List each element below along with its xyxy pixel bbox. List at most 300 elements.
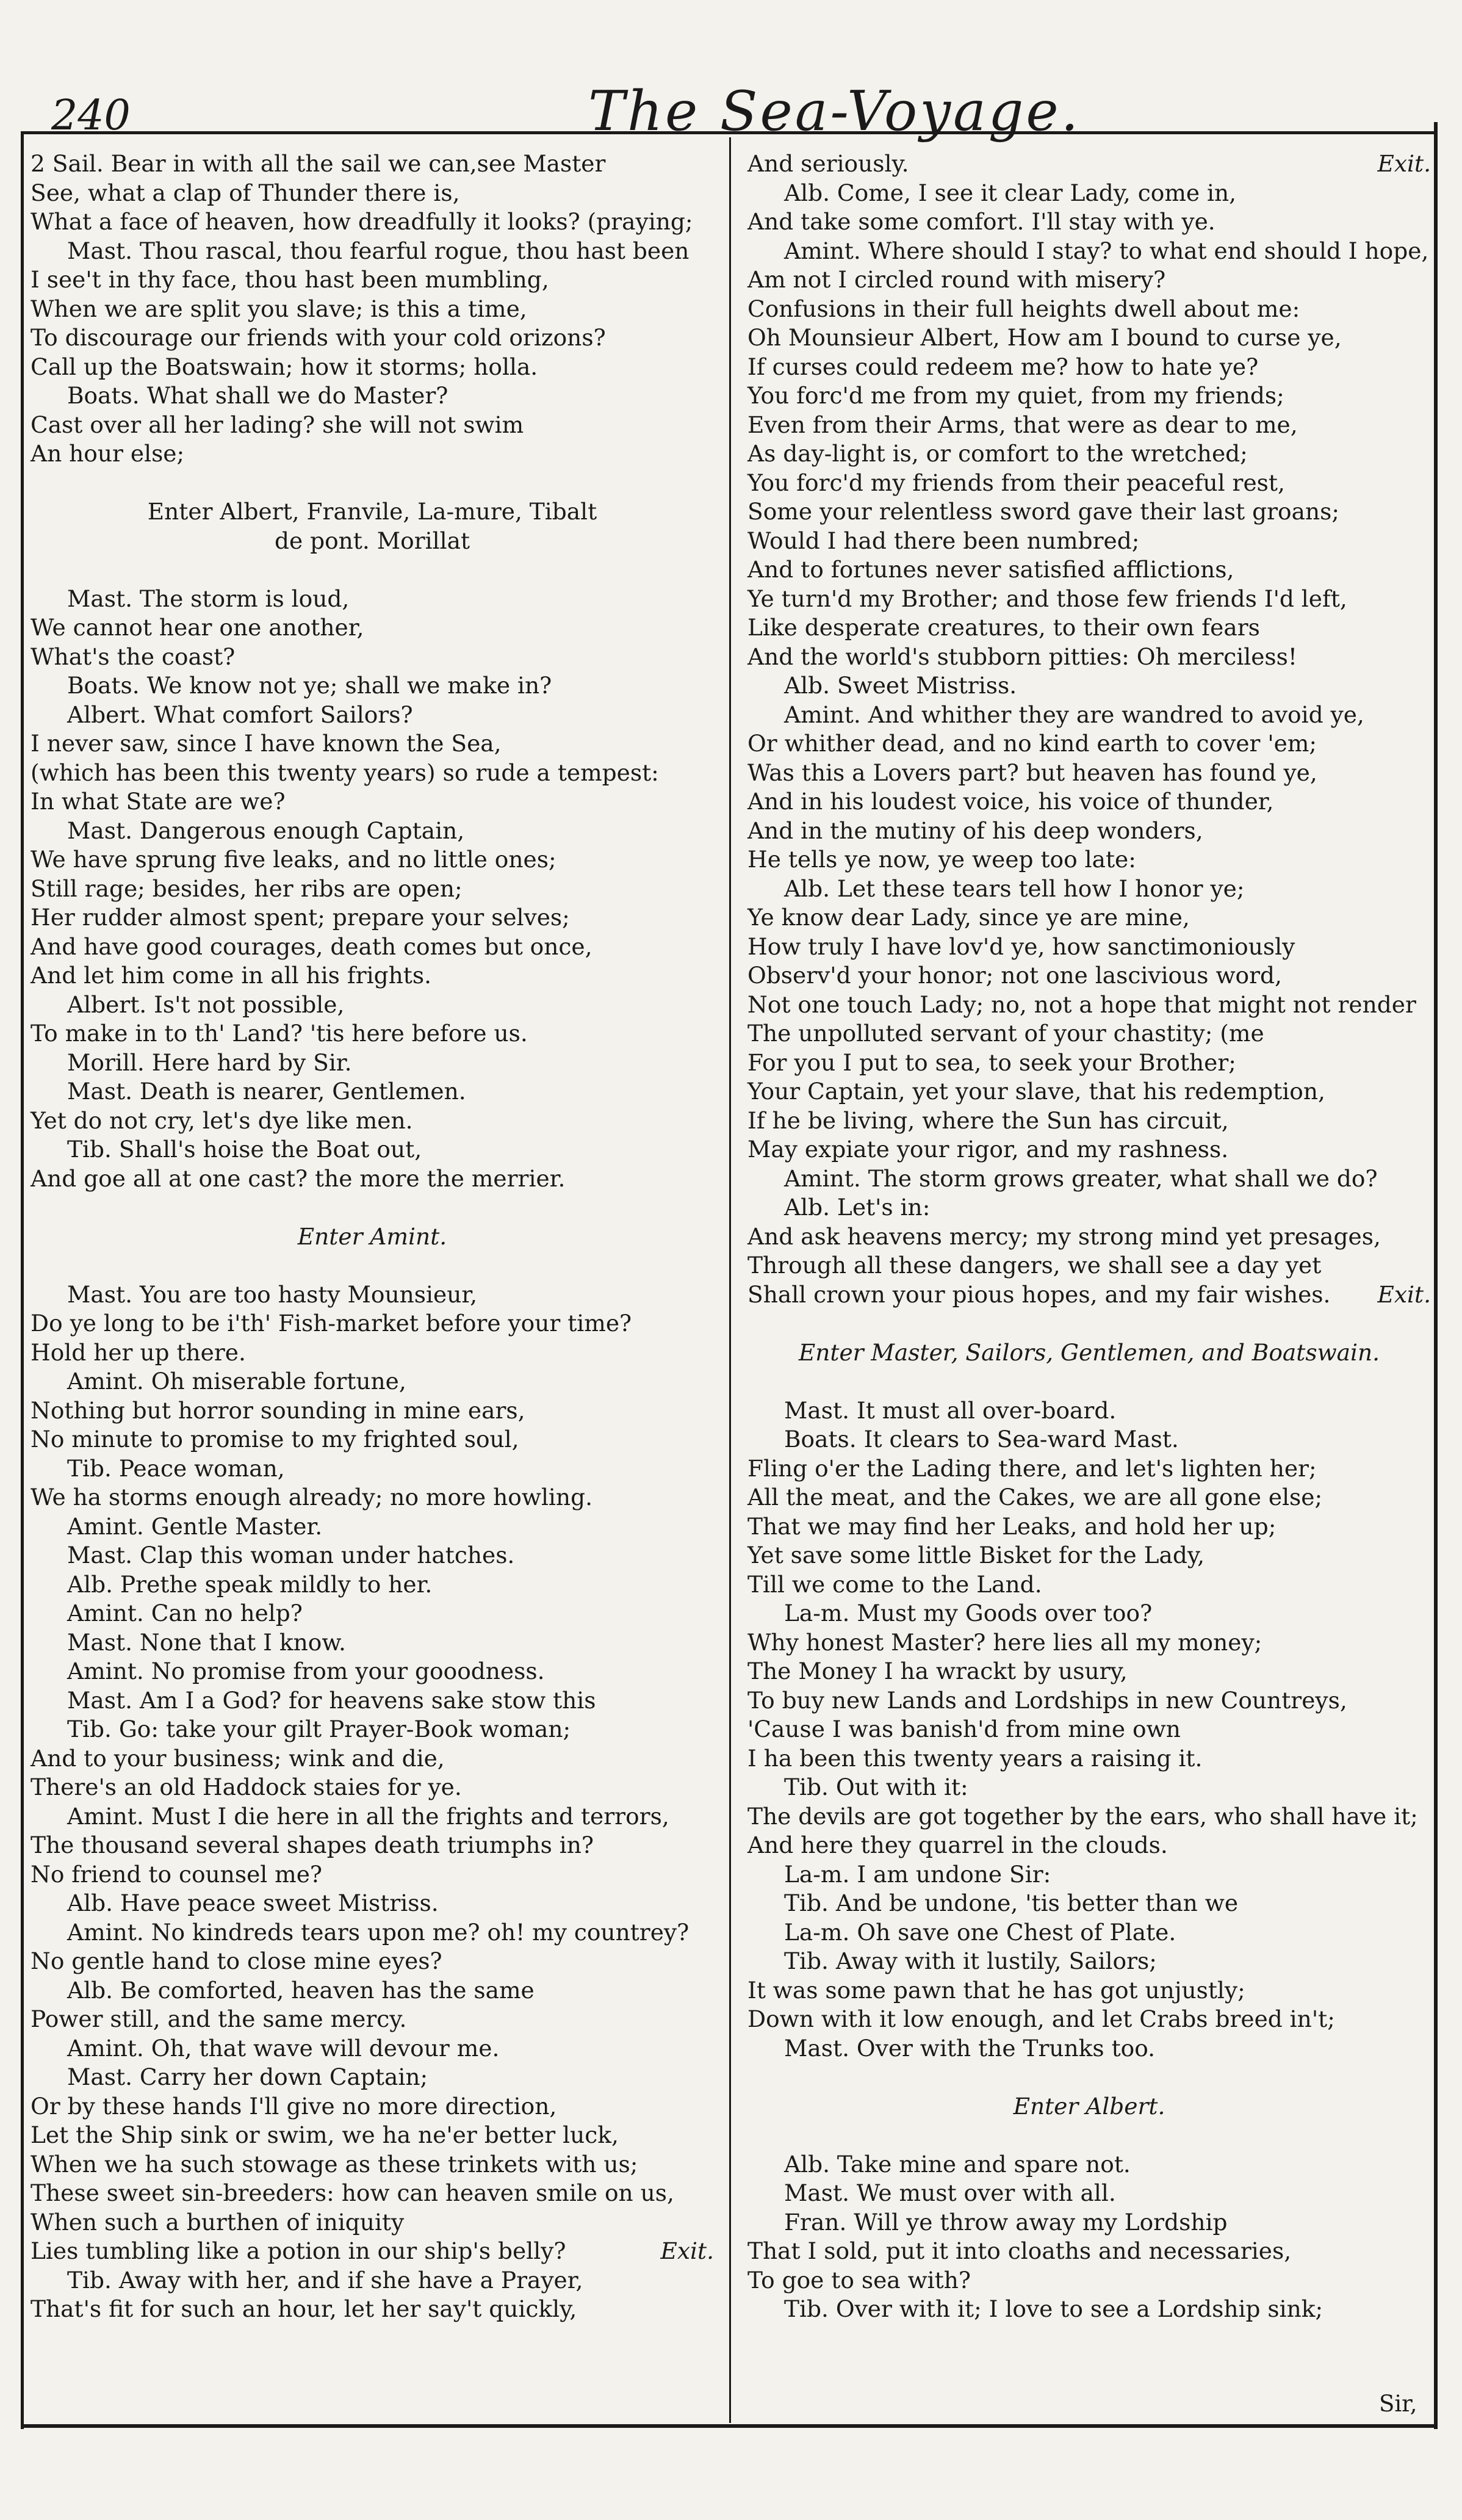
text-line — [31, 817, 714, 846]
line-text: Albert. Is't not possible, — [67, 991, 345, 1018]
text-line — [747, 1715, 1431, 1744]
text-line — [31, 787, 714, 817]
line-text: Some your relentless sword gave their last groans; — [747, 498, 1339, 525]
line-text: The Money I ha wrackt by usury, — [747, 1658, 1128, 1684]
text-line — [747, 208, 1431, 237]
text-line — [747, 2034, 1431, 2063]
line-text: Confusions in their full heights dwell about me: — [747, 295, 1300, 322]
line-text: When we ha such stowage as these trinkets with us; — [31, 2150, 638, 2178]
text-line — [747, 1164, 1431, 1194]
blank-line — [31, 1251, 714, 1280]
line-text: The unpolluted servant of your chastity; (me — [747, 1020, 1264, 1047]
line-text: What's the coast? — [31, 643, 236, 670]
line-text: You forc'd me from my quiet, from my friends; — [747, 382, 1284, 409]
line-text: No minute to promise to my frighted soul, — [31, 1426, 519, 1453]
text-line — [747, 1107, 1431, 1136]
text-line — [31, 1570, 714, 1600]
line-text: He tells ye now, ye weep too late: — [747, 846, 1136, 873]
text-line — [747, 555, 1431, 585]
text-line — [31, 729, 714, 759]
line-text: Amint. And whither they are wandred to avoid ye, — [784, 701, 1364, 728]
exit-direction: Exit. — [660, 2237, 714, 2264]
text-line — [747, 469, 1431, 498]
text-line — [31, 613, 714, 643]
line-text: Let the Ship sink or swim, we ha ne'er better luck, — [31, 2121, 619, 2148]
line-text: Mast. Clap this woman under hatches. — [67, 1542, 515, 1569]
line-text: Would I had there been numbred; — [747, 527, 1140, 554]
text-line — [31, 1019, 714, 1049]
line-text: Boats. What shall we do Master? — [67, 382, 448, 409]
line-text: And in the mutiny of his deep wonders, — [747, 817, 1203, 844]
line-text: That I sold, put it into cloaths and necessaries, — [747, 2237, 1292, 2264]
text-line — [31, 1454, 714, 1484]
text-line — [31, 1773, 714, 1802]
line-text: Shall crown your pious hopes, and my fair wishes. — [747, 1280, 1331, 1308]
text-line — [31, 1889, 714, 1918]
text-line — [31, 527, 714, 556]
line-text: Nothing but horror sounding in mine ears, — [31, 1396, 525, 1424]
line-text: And to fortunes never satisfied afflictions, — [747, 556, 1234, 583]
text-line — [747, 1425, 1431, 1454]
line-text: Tib. Shall's hoise the Boat out, — [67, 1136, 422, 1163]
line-text: And in his loudest voice, his voice of thunder, — [747, 788, 1274, 815]
text-line — [747, 643, 1431, 672]
text-line — [747, 1860, 1431, 1890]
text-line — [31, 1077, 714, 1107]
line-text: To buy new Lands and Lordships in new Countreys, — [747, 1686, 1347, 1714]
catchword: Sir, — [1379, 2391, 1417, 2417]
line-text: And let him come in all his frights. — [31, 962, 432, 989]
text-line — [31, 1657, 714, 1686]
text-line — [31, 1280, 714, 1310]
text-line — [31, 2034, 714, 2063]
line-text: We ha storms enough already; no more howling. — [31, 1484, 593, 1511]
line-text: These sweet sin-breeders: how can heaven smile on us, — [31, 2179, 674, 2206]
text-line — [747, 787, 1431, 817]
text-line — [747, 2208, 1431, 2237]
line-text: And to your business; wink and die, — [31, 1744, 445, 1772]
line-text: Amint. Gentle Master. — [67, 1512, 323, 1540]
line-text: The devils are got together by the ears, who shall have it; — [747, 1802, 1418, 1830]
line-text: And seriously. — [747, 150, 909, 177]
line-text: And goe all at one cast? the more the merrier. — [31, 1164, 566, 1192]
text-line — [31, 1599, 714, 1628]
line-text: That we may find her Leaks, and hold her up; — [747, 1512, 1277, 1540]
line-text: When we are split you slave; is this a time, — [31, 295, 527, 322]
text-line — [747, 2295, 1431, 2324]
text-line — [31, 265, 714, 295]
text-line — [747, 613, 1431, 643]
line-text: There's an old Haddock staies for ye. — [31, 1774, 462, 1800]
line-text: Mast. You are too hasty Mounsieur, — [67, 1280, 478, 1308]
text-line — [747, 237, 1431, 266]
line-text: (which has been this twenty years) so rude a tempest: — [31, 759, 659, 786]
text-line — [31, 381, 714, 411]
line-text: Power still, and the same mercy. — [31, 2006, 407, 2032]
text-line — [747, 323, 1431, 353]
line-text: Amint. Oh, that wave will devour me. — [67, 2034, 500, 2062]
text-line — [31, 179, 714, 208]
text-line — [31, 323, 714, 353]
line-text: In what State are we? — [31, 788, 286, 815]
text-line — [747, 1512, 1431, 1542]
text-line — [31, 2295, 714, 2324]
line-text: All the meat, and the Cakes, we are all gone else; — [747, 1484, 1323, 1511]
text-line — [31, 1744, 714, 1774]
text-line — [747, 961, 1431, 991]
line-text: If he be living, where the Sun has circuit, — [747, 1107, 1229, 1134]
line-text: Boats. We know not ye; shall we make in? — [67, 672, 552, 699]
line-text: To discourage our friends with your cold orizons? — [31, 324, 606, 351]
text-line — [747, 933, 1431, 962]
blank-line — [747, 1309, 1431, 1338]
text-line — [31, 411, 714, 440]
text-line — [747, 1222, 1431, 1252]
line-text: Alb. Have peace sweet Mistriss. — [67, 1890, 439, 1916]
line-text: Down with it low enough, and let Crabs breed in't; — [747, 2006, 1335, 2032]
text-line — [31, 2063, 714, 2092]
line-text: And the world's stubborn pitties: Oh merciless! — [747, 643, 1297, 670]
text-line — [747, 845, 1431, 875]
line-text: Was this a Lovers part? but heaven has found ye, — [747, 759, 1317, 786]
text-line — [31, 585, 714, 614]
line-text: Morill. Here hard by Sir. — [67, 1049, 352, 1076]
bottom-rule — [21, 2424, 1438, 2428]
text-line — [747, 1019, 1431, 1049]
text-line — [31, 208, 714, 237]
text-line — [31, 439, 714, 469]
line-text: And take some comfort. I'll stay with ye. — [747, 208, 1215, 235]
text-line — [31, 2266, 714, 2295]
line-text: Tib. Over with it; I love to see a Lordship sink; — [784, 2295, 1323, 2322]
line-text: Amint. The storm grows greater, what shall we do? — [784, 1164, 1378, 1192]
line-text: Alb. Let these tears tell how I honor ye; — [784, 875, 1245, 902]
text-line — [747, 439, 1431, 469]
text-line — [31, 1512, 714, 1542]
line-text: 2 Sail. Bear in with all the sail we can,see Master — [31, 150, 606, 177]
line-text: Mast. It must all over-board. — [784, 1396, 1117, 1424]
text-line — [747, 1889, 1431, 1918]
text-line — [31, 1107, 714, 1136]
left-text-column — [31, 150, 714, 2324]
line-text: Mast. Thou rascal, thou fearful rogue, thou hast been — [67, 237, 690, 264]
line-text: Mast. Death is nearer, Gentlemen. — [67, 1078, 466, 1105]
line-text: Mast. Over with the Trunks too. — [784, 2034, 1156, 2062]
text-line — [31, 1802, 714, 1832]
line-text: Alb. Sweet Mistriss. — [784, 672, 1017, 699]
right-rule — [1434, 122, 1438, 2429]
line-text: No friend to counsel me? — [31, 1860, 323, 1888]
line-text: To goe to sea with? — [747, 2266, 971, 2294]
line-text: Lies tumbling like a potion in our ship's belly? — [31, 2237, 566, 2264]
left-rule — [21, 134, 24, 2429]
text-line — [747, 381, 1431, 411]
text-line — [747, 701, 1431, 730]
line-text: Alb. Take mine and spare not. — [784, 2150, 1131, 2178]
line-text: Oh Mounsieur Albert, How am I bound to curse ye, — [747, 324, 1342, 351]
blank-line — [747, 1367, 1431, 1396]
text-line — [747, 411, 1431, 440]
text-line — [747, 1193, 1431, 1222]
line-text: I ha been this twenty years a raising it. — [747, 1744, 1203, 1772]
line-text: Alb. Let's in: — [784, 1194, 931, 1221]
stage-direction — [31, 1222, 714, 1252]
text-line — [31, 1628, 714, 1658]
text-line — [31, 1135, 714, 1164]
text-line — [31, 2150, 714, 2179]
line-text: Enter Albert. — [1013, 2092, 1165, 2120]
text-line — [31, 1309, 714, 1338]
line-text: Cast over all her lading? she will not swim — [31, 411, 524, 438]
text-line — [31, 2005, 714, 2034]
text-line — [31, 903, 714, 933]
exit-direction: Exit. — [1377, 150, 1431, 177]
text-line — [747, 1657, 1431, 1686]
line-text: de pont. Morillat — [274, 527, 470, 554]
line-text: Enter Master, Sailors, Gentlemen, and Boatswain. — [798, 1338, 1380, 1366]
line-text: As day-light is, or comfort to the wretched; — [747, 440, 1248, 467]
line-text: When such a burthen of iniquity — [31, 2208, 405, 2236]
line-text: Alb. Prethe speak mildly to her. — [67, 1570, 433, 1598]
line-text: How truly I have lov'd ye, how sanctimoniously — [747, 933, 1295, 960]
text-line — [747, 817, 1431, 846]
line-text: For you I put to sea, to seek your Brother; — [747, 1049, 1236, 1076]
text-line — [747, 1280, 1431, 1310]
text-line — [31, 150, 714, 179]
text-line — [31, 1918, 714, 1948]
text-line — [747, 1802, 1431, 1832]
line-text: Mast. Am I a God? for heavens sake stow this — [67, 1686, 596, 1714]
line-text: Observ'd your honor; not one lascivious word, — [747, 962, 1282, 989]
text-line — [31, 1947, 714, 1976]
text-line — [31, 961, 714, 991]
text-line — [747, 671, 1431, 701]
text-line — [747, 729, 1431, 759]
line-text: Her rudder almost spent; prepare your selves; — [31, 904, 570, 931]
line-text: Tib. Away with it lustily, Sailors; — [784, 1948, 1157, 1974]
page-number: 240 — [51, 92, 131, 140]
text-line — [31, 2092, 714, 2121]
line-text: Tib. Go: take your gilt Prayer-Book woman; — [67, 1716, 571, 1742]
line-text: See, what a clap of Thunder there is, — [31, 179, 460, 206]
column-divider — [729, 137, 731, 2423]
page-header — [21, 67, 1438, 143]
line-text: I see't in thy face, thou hast been mumbling, — [31, 266, 549, 293]
line-text: And here they quarrel in the clouds. — [747, 1832, 1168, 1858]
text-line — [747, 265, 1431, 295]
line-text: Even from their Arms, that were as dear to me, — [747, 411, 1298, 438]
text-line — [31, 2179, 714, 2208]
line-text: We cannot hear one another, — [31, 614, 364, 641]
line-text: Tib. Out with it: — [784, 1774, 968, 1800]
blank-line — [747, 2063, 1431, 2092]
line-text: Alb. Come, I see it clear Lady, come in, — [784, 179, 1237, 206]
line-text: Fling o'er the Lading there, and let's lighten her; — [747, 1454, 1317, 1482]
text-line — [31, 1049, 714, 1078]
text-line — [747, 1570, 1431, 1600]
line-text: La-m. Oh save one Chest of Plate. — [784, 1918, 1176, 1946]
text-line — [31, 1367, 714, 1396]
line-text: Amint. No kindreds tears upon me? oh! my countrey? — [67, 1918, 690, 1946]
running-title: The Sea-Voyage. — [588, 79, 1081, 143]
line-text: Your Captain, yet your slave, that his redemption, — [747, 1078, 1325, 1105]
text-line — [31, 671, 714, 701]
blank-line — [31, 469, 714, 498]
line-text: And have good courages, death comes but once, — [31, 933, 592, 960]
text-line — [747, 1483, 1431, 1512]
text-line — [747, 179, 1431, 208]
text-line — [747, 2179, 1431, 2208]
text-line — [31, 1860, 714, 1890]
line-text: Amint. Where should I stay? to what end should I hope, — [784, 237, 1429, 264]
line-text: It was some pawn that he has got unjustly; — [747, 1976, 1245, 2004]
text-line — [747, 1918, 1431, 1948]
text-line — [747, 2150, 1431, 2179]
line-text: You forc'd my friends from their peaceful rest, — [747, 469, 1285, 496]
line-text: Albert. What comfort Sailors? — [67, 701, 413, 728]
text-line — [747, 1773, 1431, 1802]
text-line — [31, 1715, 714, 1744]
text-line — [747, 1077, 1431, 1107]
text-line — [747, 1541, 1431, 1570]
line-text: Ye turn'd my Brother; and those few friends I'd left, — [747, 585, 1347, 612]
text-line — [31, 1541, 714, 1570]
line-text: Yet do not cry, let's dye like men. — [31, 1107, 413, 1134]
line-text: Amint. Can no help? — [67, 1600, 303, 1626]
text-line — [31, 2208, 714, 2237]
line-text: Still rage; besides, her ribs are open; — [31, 875, 463, 902]
text-line — [747, 1831, 1431, 1860]
line-text: We have sprung five leaks, and no little ones; — [31, 846, 556, 873]
line-text: An hour else; — [31, 440, 185, 467]
blank-line — [31, 1193, 714, 1222]
text-line — [747, 1396, 1431, 1426]
text-line — [31, 353, 714, 382]
text-line — [747, 903, 1431, 933]
line-text: The thousand several shapes death triumphs in? — [31, 1832, 594, 1858]
line-text: Not one touch Lady; no, not a hope that might not render — [747, 991, 1416, 1018]
text-line — [747, 991, 1431, 1020]
line-text: Enter Albert, Franvile, La-mure, Tibalt — [147, 498, 597, 525]
text-line — [747, 1454, 1431, 1484]
line-text: To make in to th' Land? 'tis here before us. — [31, 1020, 528, 1047]
line-text: Ye know dear Lady, since ye are mine, — [747, 904, 1190, 931]
text-line — [747, 585, 1431, 614]
line-text: Mast. Carry her down Captain; — [67, 2063, 428, 2090]
line-text: Do ye long to be i'th' Fish-market before your time? — [31, 1310, 632, 1337]
line-text: Or whither dead, and no kind earth to cover 'em; — [747, 730, 1317, 757]
text-line — [747, 1599, 1431, 1628]
line-text: Mast. Dangerous enough Captain, — [67, 817, 465, 844]
line-text: Mast. None that I know. — [67, 1628, 346, 1656]
line-text: May expiate your rigor, and my rashness. — [747, 1136, 1229, 1163]
text-line — [31, 759, 714, 788]
line-text: Hold her up there. — [31, 1338, 246, 1366]
text-line — [31, 295, 714, 324]
line-text: Tib. Away with her, and if she have a Prayer, — [67, 2266, 583, 2294]
text-line — [747, 2237, 1431, 2266]
line-text: Or by these hands I'll give no more direction, — [31, 2092, 557, 2120]
line-text: Amint. Must I die here in all the frights and terrors, — [67, 1802, 669, 1830]
line-text: That's fit for such an hour, let her say't quickly, — [31, 2295, 577, 2322]
line-text: Through all these dangers, we shall see a day yet — [747, 1252, 1322, 1279]
line-text: Enter Amint. — [297, 1222, 447, 1250]
text-line — [31, 1686, 714, 1716]
text-line — [747, 1947, 1431, 1976]
text-line — [747, 2266, 1431, 2295]
line-text: Till we come to the Land. — [747, 1570, 1042, 1598]
line-text: Alb. Be comforted, heaven has the same — [67, 1976, 535, 2004]
text-line — [31, 1976, 714, 2006]
text-line — [31, 1425, 714, 1454]
text-line — [31, 933, 714, 962]
text-line — [747, 497, 1431, 527]
text-line — [31, 1483, 714, 1512]
text-line — [747, 527, 1431, 556]
text-line — [31, 2121, 714, 2150]
text-line — [31, 237, 714, 266]
line-text: Mast. We must over with all. — [784, 2179, 1116, 2206]
line-text: What a face of heaven, how dreadfully it looks? (praying; — [31, 208, 693, 235]
text-line — [31, 1396, 714, 1426]
line-text: Mast. The storm is loud, — [67, 585, 350, 612]
text-line — [747, 1049, 1431, 1078]
line-text: If curses could redeem me? how to hate ye? — [747, 353, 1259, 380]
line-text: No gentle hand to close mine eyes? — [31, 1948, 442, 1974]
text-line — [747, 1135, 1431, 1164]
line-text: 'Cause I was banish'd from mine own — [747, 1716, 1181, 1742]
exit-direction: Exit. — [1377, 1280, 1431, 1308]
text-line — [747, 759, 1431, 788]
text-line — [31, 991, 714, 1020]
line-text: I never saw, since I have known the Sea, — [31, 730, 502, 757]
text-line — [31, 1164, 714, 1194]
text-line — [747, 295, 1431, 324]
text-line — [31, 845, 714, 875]
line-text: Fran. Will ye throw away my Lordship — [784, 2208, 1228, 2236]
text-line — [31, 875, 714, 904]
line-text: Yet save some little Bisket for the Lady, — [747, 1542, 1205, 1569]
text-line — [31, 497, 714, 527]
line-text: Like desperate creatures, to their own fears — [747, 614, 1260, 641]
text-line — [747, 150, 1431, 179]
stage-direction — [747, 2092, 1431, 2121]
line-text: Am not I circled round with misery? — [747, 266, 1166, 293]
blank-line — [31, 555, 714, 585]
line-text: Tib. Peace woman, — [67, 1454, 285, 1482]
text-line — [747, 2005, 1431, 2034]
line-text: Amint. Oh miserable fortune, — [67, 1368, 406, 1395]
line-text: Amint. No promise from your gooodness. — [67, 1658, 545, 1684]
line-text: La-m. I am undone Sir: — [784, 1860, 1051, 1888]
line-text: And ask heavens mercy; my strong mind yet presages, — [747, 1222, 1381, 1250]
line-text: Boats. It clears to Sea-ward Mast. — [784, 1426, 1179, 1453]
stage-direction — [747, 1338, 1431, 1368]
text-line — [31, 643, 714, 672]
line-text: Call up the Boatswain; how it storms; holla. — [31, 353, 538, 380]
text-line — [747, 1744, 1431, 1774]
blank-line — [747, 2121, 1431, 2150]
text-line — [31, 2237, 714, 2266]
line-text: Why honest Master? here lies all my money; — [747, 1628, 1262, 1656]
text-line — [747, 1686, 1431, 1716]
text-line — [747, 1976, 1431, 2006]
line-text: Tib. And be undone, 'tis better than we — [784, 1890, 1239, 1916]
text-line — [747, 875, 1431, 904]
right-text-column — [747, 150, 1431, 2324]
text-line — [31, 1831, 714, 1860]
text-line — [747, 1251, 1431, 1280]
